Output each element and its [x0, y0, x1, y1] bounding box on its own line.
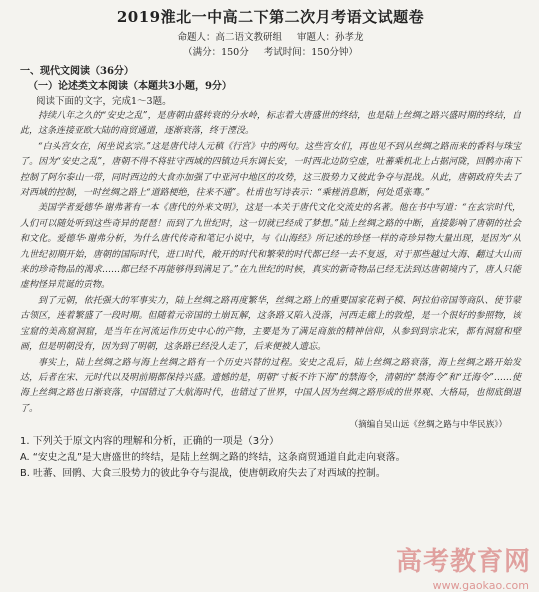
passage-paragraph: 事实上，陆上丝绸之路与海上丝绸之路有一个历史兴替的过程。安史之乱后，陆上丝绸之路衰落，海上丝绸之路开始发达，后者在宋、元时代以及明前期都保持兴盛。遗憾的是，明朝“寸板不许下海”的禁海令，清朝的“禁海令”和“迁海令”……使海上丝绸之路也日渐衰落，中国错过了大航海时代，也错过了世界，中国人因为丝绸之路形成的世界观、大格局，也彻底倒退了。	[20, 357, 521, 414]
passage-paragraph: “白头宫女在，闲坐说玄宗。”这是唐代诗人元稹《行宫》中的两句。这些宫女们，再也见不到从丝绸之路而来的香料与珠宝了。因为“安史之乱”，唐朝不得不将驻守西域的四镇边兵东调长安，一时西北边防空虚，吐蕃乘机北上占据河陇，回鹘亦南下控制了阿尔泰山一带，同时西边的大食亦加强了中亚河中地区的攻势，这三股势力又彼此争夺与混战。从此，唐朝政府失去了对西域的控制，一时丝绸之路上“道路梗绝，往来不通”。杜甫也写诗表示：“乘槎消息断，何处觅张骞。”	[20, 141, 521, 199]
exam-title: 2019淮北一中高二下第二次月考语文试题卷	[116, 8, 425, 26]
author-line: 命题人：高二语文教研组	[177, 32, 282, 43]
question-stem: 1. 下列关于原文内容的理解和分析，正确的一项是（3分）	[20, 436, 280, 448]
exam-meta-score	[20, 45, 521, 60]
reviewer-line: 审题人：孙孝龙	[297, 32, 364, 43]
exam-meta-authors	[20, 30, 521, 45]
watermark-url: www.gaokao.com	[432, 579, 529, 592]
passage-source: （摘编自吴山远《丝绸之路与中华民族》）	[349, 420, 507, 431]
passage-paragraph: 美国学者爱德华·谢弗著有一本《唐代的外来文明》，这是一本关于唐代文化交流史的名著。他在书中写道：“在玄宗时代，人们可以随处听到这些奇异的琵琶！而到了九世纪时，这一切就已经成了梦想。”陆上丝绸之路的中断，直接影响了唐朝的社会和文化。爱德华·谢弗分析，为什么唐代传奇和笔记小说中，与《山海经》所记述的珍怪一样的奇珍异物大量出现，是因为“从九世纪初期开始，唐朝的国际时代，进口时代，敞开的时代和繁荣的时代都已经一去不复返，对于那些越过大海、翻过大山而来的珍奇物品的渴求……都已经不再能够得到满足了。”在九世纪的时候，真实的新奇物品已经无法到达唐朝境内了，唐人只能虚构怪异荒诞的贡物。	[20, 203, 521, 291]
reading-instruction: 阅读下面的文字，完成1～3题。	[36, 96, 172, 107]
passage-paragraph: 持续八年之久的“安史之乱”，是唐朝由盛转衰的分水岭，标志着大唐盛世的终结，也是陆上丝绸之路兴盛时期的终结，自此，这条连接亚欧大陆的商贸通道，逐渐衰落，终于湮没。	[20, 111, 521, 137]
subsection-heading: （一）论述类文本阅读（本题共3小题，9分）	[28, 81, 232, 92]
time-line: 考试时间：150分钟）	[263, 47, 358, 58]
passage-paragraph: 到了元朝，依托强大的军事实力，陆上丝绸之路再度繁华，丝绸之路上的重要国家花剌子模、阿拉伯帝国等商队、使节蒙古领区，连着繁盛了一段时期。但随着元帝国的土崩瓦解，这条路又陷入没落，河西走廊上的敦煌，是一个很好的参照物，该宝窟的美高窟洞窟，是当年在河流运作历史中心的产物，主要是为了满足商旅的精神信仰，从参到到宗北宋，都有洞窟和壁画，但是明朝没有，因为到了明朝，这条路已经没人走了，后来便被人遗忘。	[20, 295, 521, 353]
score-line: （满分：150分	[183, 47, 249, 58]
question-option-a: A. “安史之乱”是大唐盛世的终结，是陆上丝绸之路的终结，这条商贸通道自此走向衰落。	[20, 452, 406, 464]
watermark-logo: 高考教育网	[395, 547, 531, 577]
question-option-b: B. 吐蕃、回鹘、大食三股势力的彼此争夺与混战，使唐朝政府失去了对西域的控制。	[20, 467, 386, 479]
section-heading: 一、现代文阅读（36分）	[20, 66, 134, 77]
